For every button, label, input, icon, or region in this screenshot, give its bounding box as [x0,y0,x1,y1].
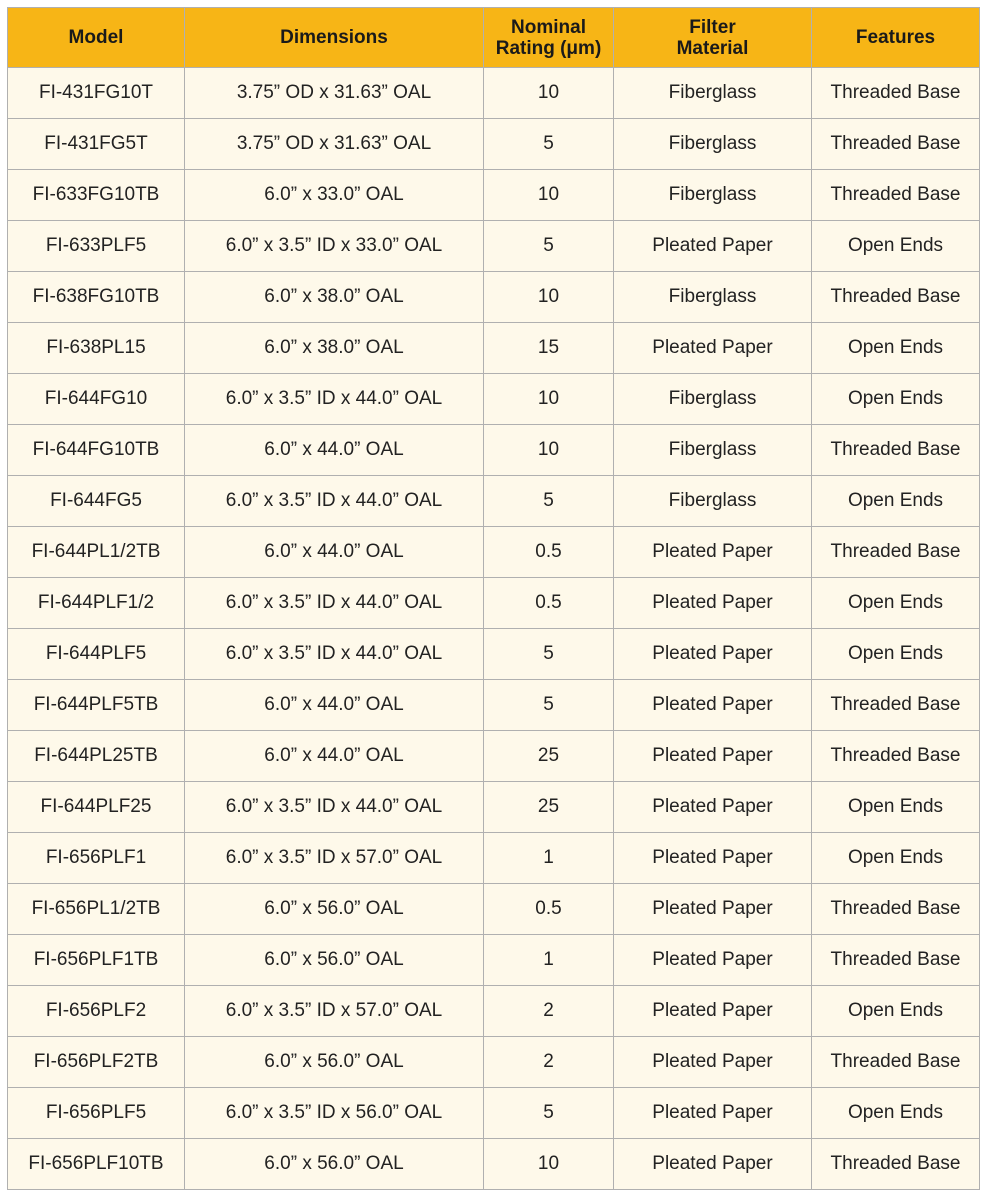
cell-material: Pleated Paper [614,578,812,629]
table-row [8,1139,980,1190]
header-label: Features [855,27,936,48]
cell-rating: 5 [484,1088,614,1139]
table-row [8,1037,980,1088]
table-row [8,833,980,884]
header-nominal-rating [484,8,614,68]
cell-dimensions: 6.0” x 44.0” OAL [185,731,484,782]
cell-dimensions: 3.75” OD x 31.63” OAL [185,68,484,119]
cell-dimensions: 6.0” x 3.5” ID x 57.0” OAL [185,833,484,884]
cell-dimensions: 6.0” x 3.5” ID x 44.0” OAL [185,782,484,833]
cell-rating: 5 [484,119,614,170]
cell-rating: 1 [484,833,614,884]
cell-model: FI-644FG10 [8,374,185,425]
table-row [8,272,980,323]
table-row [8,68,980,119]
cell-dimensions: 6.0” x 56.0” OAL [185,1139,484,1190]
cell-material: Fiberglass [614,476,812,527]
cell-features: Open Ends [812,221,980,272]
cell-rating: 10 [484,272,614,323]
cell-material: Pleated Paper [614,1088,812,1139]
table-row [8,527,980,578]
table-row [8,323,980,374]
cell-dimensions: 6.0” x 56.0” OAL [185,1037,484,1088]
cell-rating: 0.5 [484,527,614,578]
cell-rating: 5 [484,476,614,527]
cell-material: Fiberglass [614,170,812,221]
cell-model: FI-644PLF1/2 [8,578,185,629]
cell-features: Threaded Base [812,425,980,476]
cell-rating: 10 [484,170,614,221]
table-row [8,629,980,680]
cell-features: Threaded Base [812,680,980,731]
cell-rating: 10 [484,68,614,119]
cell-features: Threaded Base [812,884,980,935]
header-label: Material [676,37,749,59]
cell-rating: 5 [484,221,614,272]
table-row [8,425,980,476]
cell-features: Threaded Base [812,119,980,170]
cell-model: FI-644FG5 [8,476,185,527]
cell-dimensions: 6.0” x 3.5” ID x 33.0” OAL [185,221,484,272]
cell-model: FI-656PLF2 [8,986,185,1037]
cell-features: Threaded Base [812,527,980,578]
cell-material: Fiberglass [614,374,812,425]
header-features [812,8,980,68]
cell-model: FI-644PLF5 [8,629,185,680]
table-row [8,119,980,170]
cell-material: Pleated Paper [614,935,812,986]
cell-features: Threaded Base [812,68,980,119]
cell-model: FI-638FG10TB [8,272,185,323]
table-body [8,68,980,1190]
cell-rating: 15 [484,323,614,374]
cell-material: Fiberglass [614,425,812,476]
cell-rating: 0.5 [484,578,614,629]
table-row [8,986,980,1037]
cell-dimensions: 6.0” x 38.0” OAL [185,323,484,374]
header-label: Rating (μm) [495,37,602,59]
cell-rating: 25 [484,731,614,782]
cell-dimensions: 6.0” x 44.0” OAL [185,527,484,578]
cell-features: Threaded Base [812,272,980,323]
cell-features: Open Ends [812,578,980,629]
cell-dimensions: 6.0” x 38.0” OAL [185,272,484,323]
cell-material: Pleated Paper [614,782,812,833]
header-label: Model [68,27,124,48]
cell-model: FI-431FG5T [8,119,185,170]
cell-material: Fiberglass [614,272,812,323]
cell-features: Threaded Base [812,1037,980,1088]
cell-model: FI-656PLF5 [8,1088,185,1139]
cell-model: FI-656PLF1TB [8,935,185,986]
cell-rating: 0.5 [484,884,614,935]
table-row [8,884,980,935]
cell-model: FI-644PL1/2TB [8,527,185,578]
table-row [8,476,980,527]
cell-dimensions: 6.0” x 3.5” ID x 44.0” OAL [185,629,484,680]
cell-rating: 2 [484,986,614,1037]
cell-features: Threaded Base [812,170,980,221]
cell-material: Pleated Paper [614,1037,812,1088]
cell-dimensions: 6.0” x 3.5” ID x 44.0” OAL [185,374,484,425]
table-row [8,221,980,272]
cell-dimensions: 3.75” OD x 31.63” OAL [185,119,484,170]
filter-spec-table [7,7,980,1190]
header-row [8,8,980,68]
cell-dimensions: 6.0” x 3.5” ID x 56.0” OAL [185,1088,484,1139]
header-model [8,8,185,68]
cell-material: Pleated Paper [614,680,812,731]
cell-material: Pleated Paper [614,527,812,578]
cell-features: Open Ends [812,833,980,884]
table-row [8,170,980,221]
cell-features: Open Ends [812,986,980,1037]
table-row [8,935,980,986]
cell-model: FI-644FG10TB [8,425,185,476]
table-row [8,578,980,629]
cell-model: FI-633PLF5 [8,221,185,272]
cell-material: Pleated Paper [614,731,812,782]
cell-dimensions: 6.0” x 44.0” OAL [185,425,484,476]
cell-model: FI-656PL1/2TB [8,884,185,935]
cell-material: Pleated Paper [614,629,812,680]
cell-model: FI-656PLF2TB [8,1037,185,1088]
cell-model: FI-656PLF1 [8,833,185,884]
header-label: Filter [689,16,736,38]
cell-rating: 10 [484,374,614,425]
cell-model: FI-644PLF5TB [8,680,185,731]
cell-rating: 10 [484,425,614,476]
table-header [8,8,980,68]
cell-model: FI-431FG10T [8,68,185,119]
cell-material: Fiberglass [614,68,812,119]
cell-material: Pleated Paper [614,884,812,935]
cell-features: Open Ends [812,629,980,680]
cell-dimensions: 6.0” x 56.0” OAL [185,935,484,986]
cell-model: FI-633FG10TB [8,170,185,221]
cell-material: Pleated Paper [614,221,812,272]
header-dimensions [185,8,484,68]
cell-material: Pleated Paper [614,986,812,1037]
header-filter-material [614,8,812,68]
cell-dimensions: 6.0” x 33.0” OAL [185,170,484,221]
header-label: Nominal [511,16,586,38]
cell-features: Open Ends [812,476,980,527]
cell-rating: 10 [484,1139,614,1190]
cell-model: FI-638PL15 [8,323,185,374]
cell-model: FI-656PLF10TB [8,1139,185,1190]
table-row [8,782,980,833]
header-label: Dimensions [280,27,388,48]
cell-dimensions: 6.0” x 56.0” OAL [185,884,484,935]
cell-features: Threaded Base [812,935,980,986]
cell-model: FI-644PL25TB [8,731,185,782]
table-row [8,1088,980,1139]
cell-dimensions: 6.0” x 44.0” OAL [185,680,484,731]
cell-dimensions: 6.0” x 3.5” ID x 57.0” OAL [185,986,484,1037]
cell-dimensions: 6.0” x 3.5” ID x 44.0” OAL [185,578,484,629]
cell-features: Threaded Base [812,731,980,782]
cell-rating: 25 [484,782,614,833]
table-row [8,680,980,731]
cell-rating: 5 [484,680,614,731]
table-row [8,374,980,425]
cell-dimensions: 6.0” x 3.5” ID x 44.0” OAL [185,476,484,527]
cell-model: FI-644PLF25 [8,782,185,833]
cell-features: Open Ends [812,374,980,425]
cell-material: Pleated Paper [614,1139,812,1190]
cell-rating: 2 [484,1037,614,1088]
cell-material: Pleated Paper [614,833,812,884]
cell-material: Fiberglass [614,119,812,170]
cell-material: Pleated Paper [614,323,812,374]
cell-features: Threaded Base [812,1139,980,1190]
cell-rating: 1 [484,935,614,986]
cell-rating: 5 [484,629,614,680]
cell-features: Open Ends [812,1088,980,1139]
table-row [8,731,980,782]
cell-features: Open Ends [812,782,980,833]
cell-features: Open Ends [812,323,980,374]
